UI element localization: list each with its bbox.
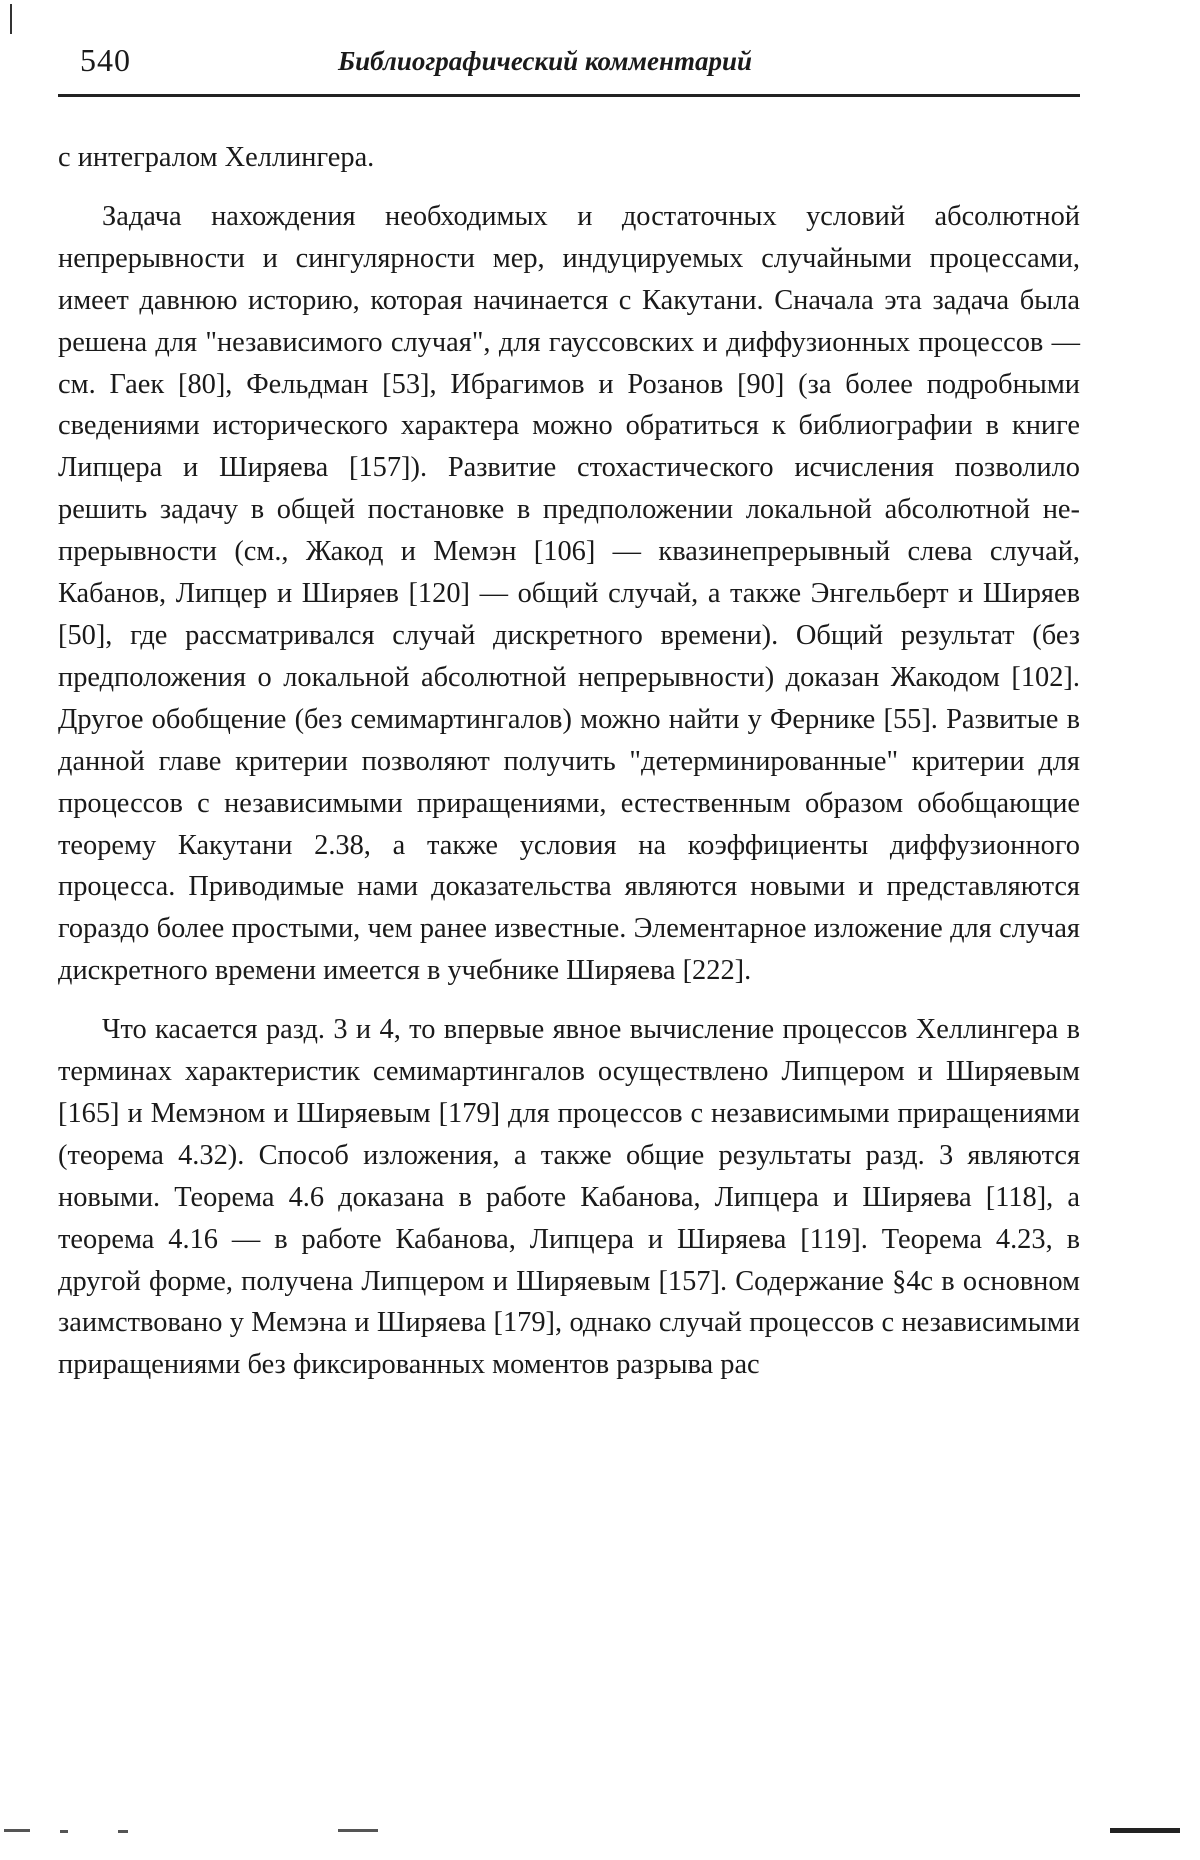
paragraph: Что касается разд. 3 и 4, то впервые явное вычисление процессов Хеллингера в терминах характеристик семимартингалов осуществлено Липцером и Ширяевым [165] и Мемэном и Ширяевым [179] для процессов с независимыми приращениями (теорема 4.32). Способ изложения, а также общие результаты разд. 3 являются новыми. Теорема 4.6 доказана в работе Кабанова, Липцера и Ширяева [118], а теорема 4.16 — в работе Кабанова, Липцера и Ширяева [119]. Теорема 4.23, в другой форме, получена Липцером и Ширяевым [157]. Содержание §4с в основном заимствовано у Мемэна и Ширяева [179], однако случай процессов с независимыми приращениями без фиксированных моментов разрыва рас (58, 1014, 1080, 1381)
page-number: 540 (80, 42, 131, 78)
page (58, 40, 1080, 1386)
scan-noise (0, 1826, 1200, 1836)
paragraph-continuation: с интегралом Хеллингера. (58, 142, 375, 173)
body-text (58, 137, 1080, 1386)
running-head: Библиографический комментарий (338, 46, 753, 76)
margin-mark (10, 4, 12, 34)
paragraph: Задача нахождения необходимых и достаточных условий абсолютной непрерывности и сингулярности мер, индуцируемых случайными процессами, имеет давнюю историю, которая начинается с Какутани. Сначала эта задача была решена для "независимого случая", для гауссовских и диффузионных процессов — см. Гаек [80], Фельдман [53], Ибрагимов и Розанов [90] (за более подробными сведениями исторического характера можно обратиться к библиографии в книге Липцера и Ширяева [157]). Развитие стохастического исчисления позволило решить задачу в общей постановке в предположении локальной абсолютной непрерывности (см., Жакод и Мемэн [106] — квазинепрерывный слева случай, Кабанов, Липцер и Ширяев [120] — общий случай, а также Энгельберт и Ширяев [50], где рассматривался случай дискретного времени). Общий результат (без предположения о локальной абсолютной непрерывности) доказан Жакодом [102]. Другое обобщение (без семимартингалов) можно найти у Фернике [55]. Развитые в данной главе критерии позволяют получить "детерминированные" критерии для процессов с независимыми приращениями, естественным образом обобщающие теорему Какутани 2.38, а также условия на коэффициенты диффузионного процесса. Приводимые нами доказательства являются новыми и представляются гораздо более простыми, чем ранее известные. Элементарное изложение для случая дискретного времени имеется в учебнике Ширяева [222]. (58, 200, 1080, 987)
page-header (58, 40, 1080, 97)
